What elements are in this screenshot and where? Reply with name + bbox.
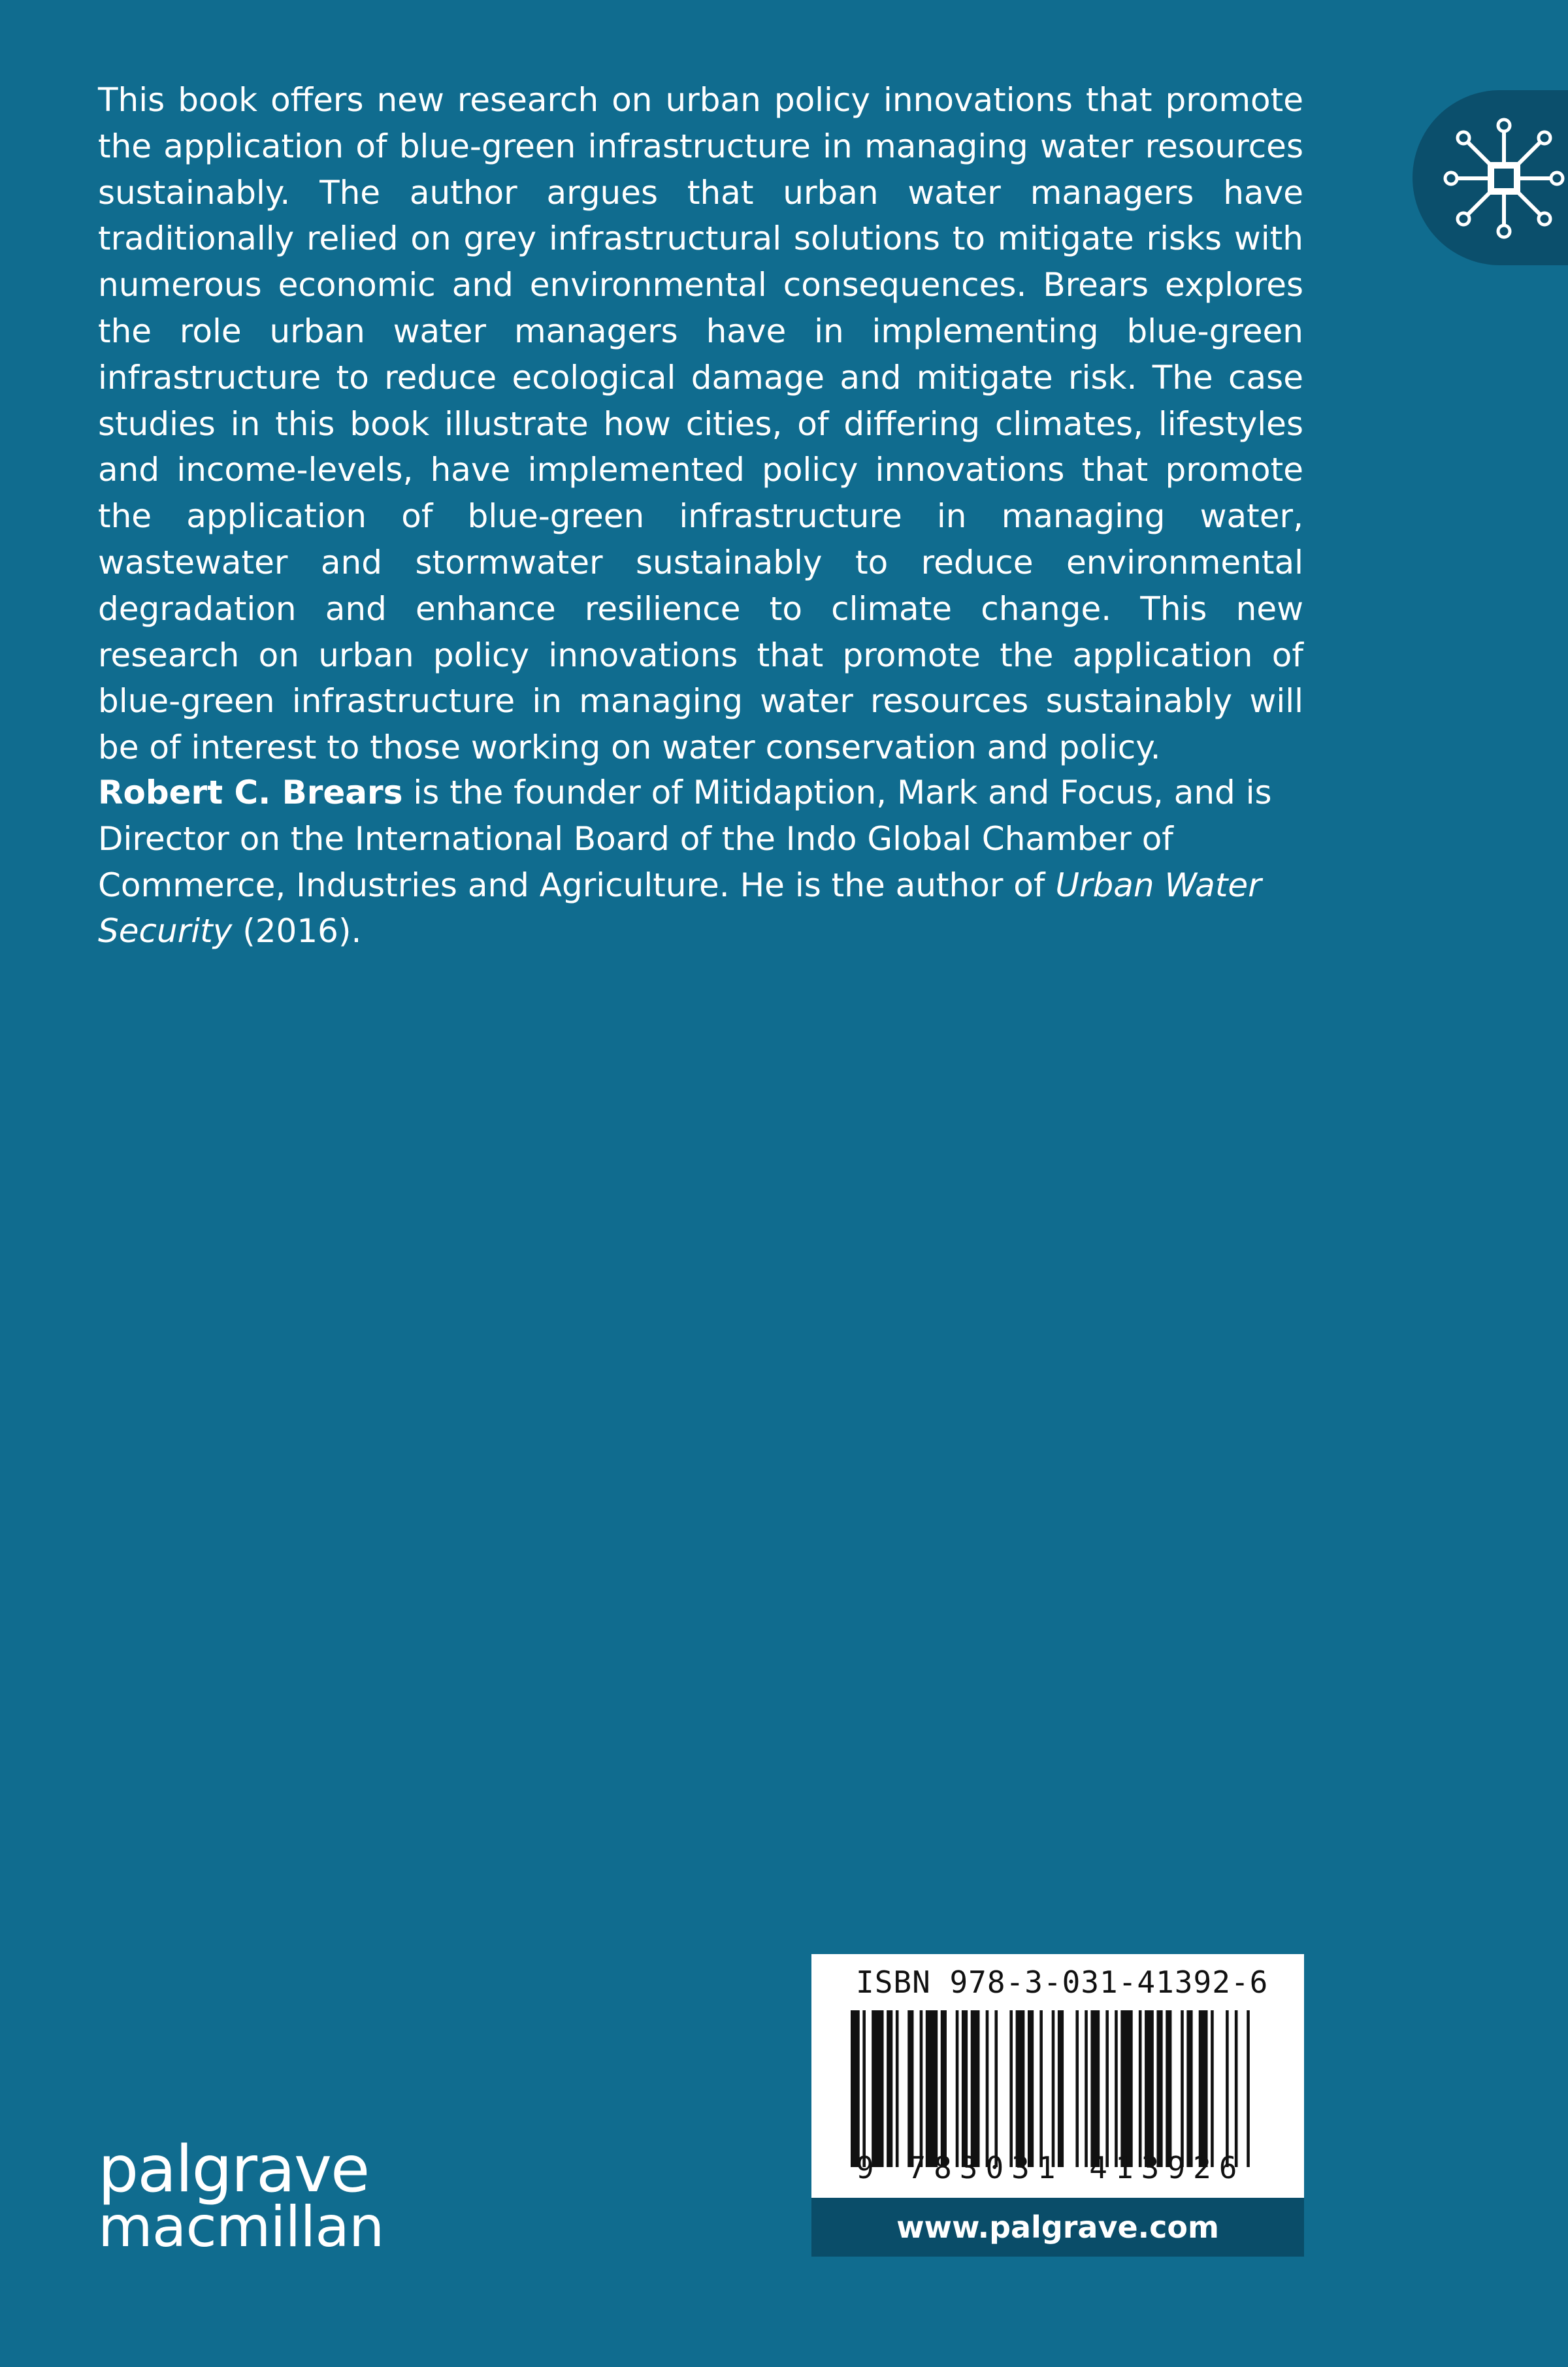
- barcode-bar: [971, 2010, 980, 2167]
- palgrave-network-icon: [1442, 116, 1566, 240]
- barcode-bar: [986, 2010, 989, 2167]
- previous-book-title: Urban Water Security: [98, 866, 1262, 951]
- barcode-bar: [1090, 2010, 1100, 2167]
- isbn-barcode: [811, 1954, 1304, 2198]
- author-bio-end: (2016).: [232, 912, 362, 951]
- author-bio-text: is the founder of Mitidaption, Mark and Focus, and is Director on the International Board of the Indo Global Chamber of Commerce, Industries and Agriculture. He is the author of: [98, 774, 1272, 904]
- author-bio: [98, 770, 1303, 955]
- publisher-logo-tab: [1413, 90, 1568, 265]
- barcode-bar: [1028, 2010, 1034, 2167]
- barcode-bar: [962, 2010, 968, 2167]
- barcode-bar: [1115, 2010, 1118, 2167]
- barcode-bar: [1199, 2010, 1208, 2167]
- barcode-bar: [872, 2010, 883, 2167]
- barcode-bar: [1105, 2010, 1109, 2167]
- barcode-bar: [1058, 2010, 1064, 2167]
- barcode-bar: [862, 2010, 866, 2167]
- barcode-bar: [1016, 2010, 1025, 2167]
- barcode-bar: [1052, 2010, 1055, 2167]
- barcode-bar: [1120, 2010, 1132, 2167]
- barcode-bar: [907, 2010, 913, 2167]
- barcode-bar: [941, 2010, 947, 2167]
- barcode-bar: [1166, 2010, 1171, 2167]
- barcode-bar: [887, 2010, 892, 2167]
- barcode-bar: [1145, 2010, 1154, 2167]
- barcode-bar: [920, 2010, 923, 2167]
- barcode-bar: [1156, 2010, 1162, 2167]
- barcode-bar: [896, 2010, 899, 2167]
- barcode-bar: [1211, 2010, 1214, 2167]
- publisher-logo: [98, 2132, 384, 2260]
- barcode-bar: [1247, 2010, 1250, 2167]
- website-bar: [811, 2198, 1304, 2257]
- barcode-bar: [1085, 2010, 1088, 2167]
- book-description: This book offers new research on urban policy innovations that promote the application of blue-green infrastructure in managing water resources sustainably. The author argues that urban water managers have traditionally relied on grey infrastructural solutions to mitigate risks with numerous economic and environmental consequences. Brears explores the role urban water managers have in implementing blue-green infrastructure to reduce ecological damage and mitigate risk. The case studies in this book illustrate how cities, of differing climates, lifestyles and income-levels, have implemented policy innovations that promote the application of blue-green infrastructure in managing water, wastewater and stormwater sustainably to reduce environmental degradation and enhance resilience to climate change. This new research on urban policy innovations that promote the application of blue-green infrastructure in managing water resources sustainably will be of interest to those working on water conservation and policy.: [98, 81, 1303, 767]
- barcode-bar: [1235, 2010, 1238, 2167]
- barcode-bar: [1139, 2010, 1142, 2167]
- barcode-bar: [926, 2010, 938, 2167]
- author-name: Robert C. Brears: [98, 774, 403, 811]
- barcode-bar: [956, 2010, 959, 2167]
- publisher-name-line1: palgrave: [98, 2132, 369, 2207]
- barcode-bar: [1039, 2010, 1043, 2167]
- barcode-bar: [1181, 2010, 1184, 2167]
- publisher-name-line2: macmillan: [98, 2195, 384, 2260]
- barcode-bar: [1186, 2010, 1192, 2167]
- barcode-bar: [994, 2010, 998, 2167]
- barcode-bars: [851, 2010, 1256, 2167]
- barcode-digits: 9 783031 413926: [856, 2150, 1245, 2185]
- barcode-bar: [1075, 2010, 1079, 2167]
- barcode-bar: [1226, 2010, 1229, 2167]
- barcode-bar: [851, 2010, 860, 2167]
- barcode-bar: [1009, 2010, 1013, 2167]
- website-url: www.palgrave.com: [896, 2210, 1219, 2245]
- isbn-label: ISBN 978-3-031-41392-6: [856, 1965, 1269, 2000]
